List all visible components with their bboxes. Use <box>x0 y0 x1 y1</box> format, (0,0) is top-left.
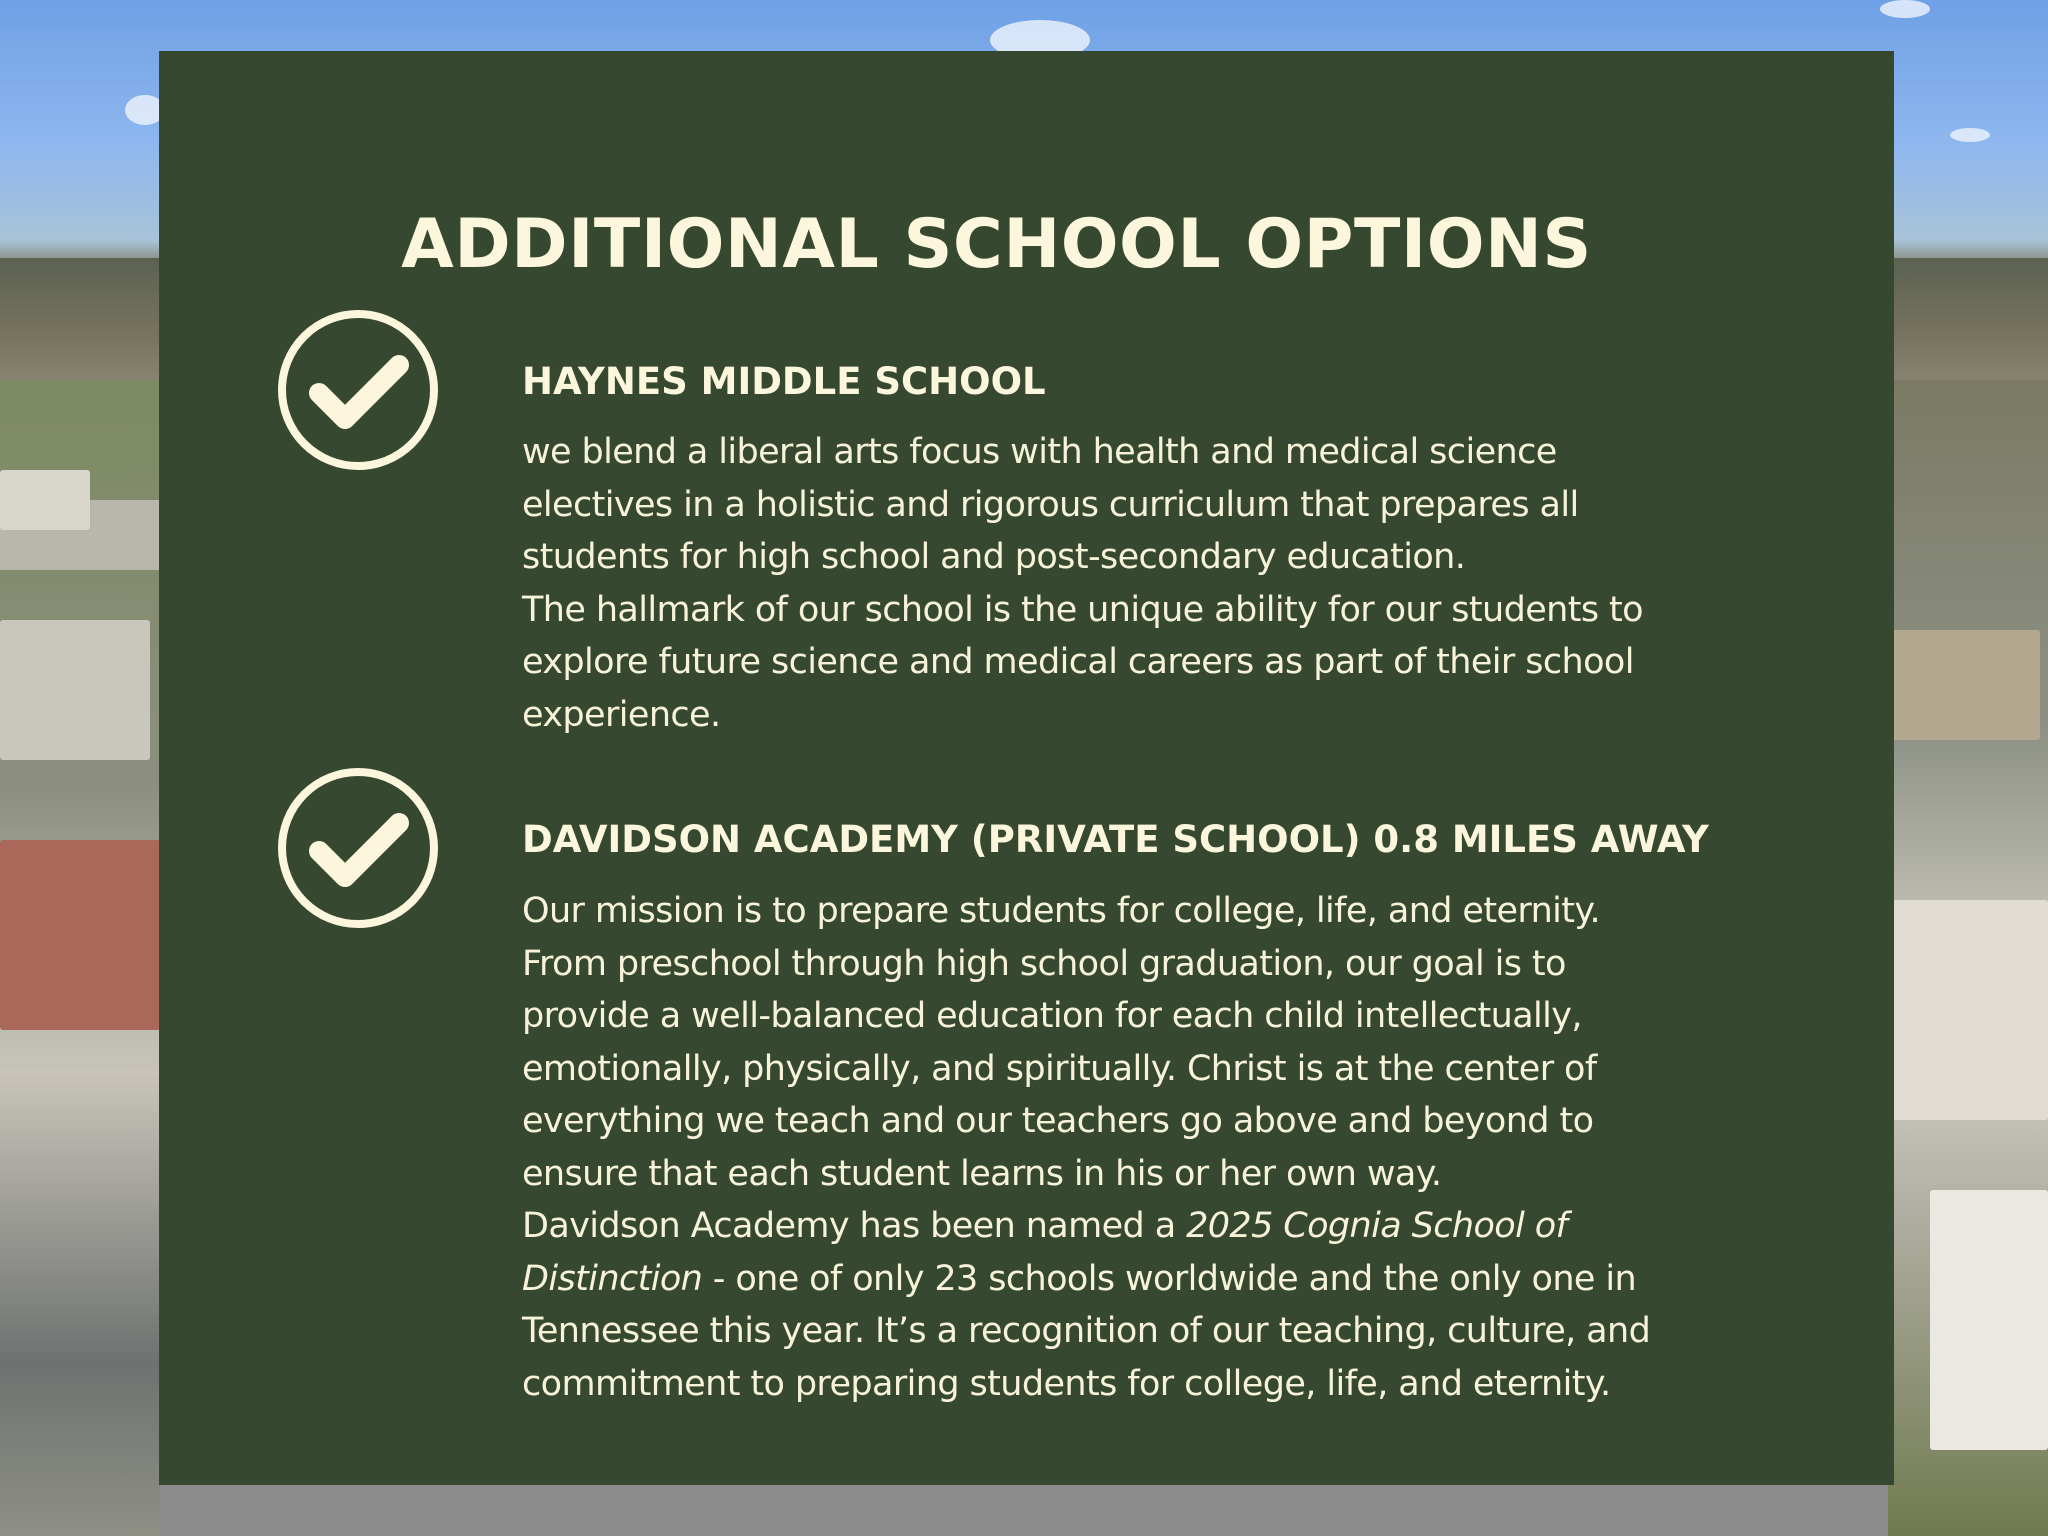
description-line: we blend a liberal arts focus with health and medical science <box>522 432 1557 472</box>
description-line: electives in a holistic and rigorous curriculum that prepares all <box>522 484 1579 525</box>
page-title-text: ADDITIONAL SCHOOL OPTIONS <box>401 205 1592 284</box>
description-line <box>522 1253 1832 1306</box>
description-line: students for high school and post-secondary education. <box>522 537 1466 577</box>
check-circle-icon <box>277 309 439 471</box>
description-line: ensure that each student learns in his or her own way. <box>522 1153 1442 1194</box>
school-description <box>522 885 1832 1410</box>
school-heading: DAVIDSON ACADEMY (PRIVATE SCHOOL) 0.8 MILES AWAY <box>522 818 1709 861</box>
page-title <box>159 205 1894 284</box>
text-span: Davidson Academy has been named a <box>522 1206 1187 1246</box>
description-line: everything we teach and our teachers go above and beyond to <box>522 1101 1594 1141</box>
description-line: The hallmark of our school is the unique ability for our students to <box>522 589 1643 630</box>
school-options-panel <box>159 51 1894 1485</box>
description-line: emotionally, physically, and spiritually. Christ is at the center of <box>522 1048 1597 1089</box>
award-name: Distinction <box>522 1258 703 1299</box>
award-name: 2025 Cognia School of <box>1186 1206 1568 1246</box>
description-line: Our mission is to prepare students for college, life, and eternity. <box>522 891 1601 931</box>
description-line: commitment to preparing students for college, life, and eternity. <box>522 1363 1611 1404</box>
school-description <box>522 426 1832 741</box>
description-line <box>522 1200 1832 1253</box>
text-span: - one of only 23 schools worldwide and the only one in <box>702 1258 1637 1299</box>
description-line: From preschool through high school graduation, our goal is to <box>522 943 1566 984</box>
description-line: Tennessee this year. It’s a recognition of our teaching, culture, and <box>522 1311 1651 1351</box>
description-line: explore future science and medical careers as part of their school <box>522 642 1634 682</box>
check-circle-icon <box>277 767 439 929</box>
school-heading: HAYNES MIDDLE SCHOOL <box>522 360 1046 403</box>
description-line: provide a well-balanced education for each child intellectually, <box>522 996 1582 1036</box>
description-line: experience. <box>522 694 721 735</box>
